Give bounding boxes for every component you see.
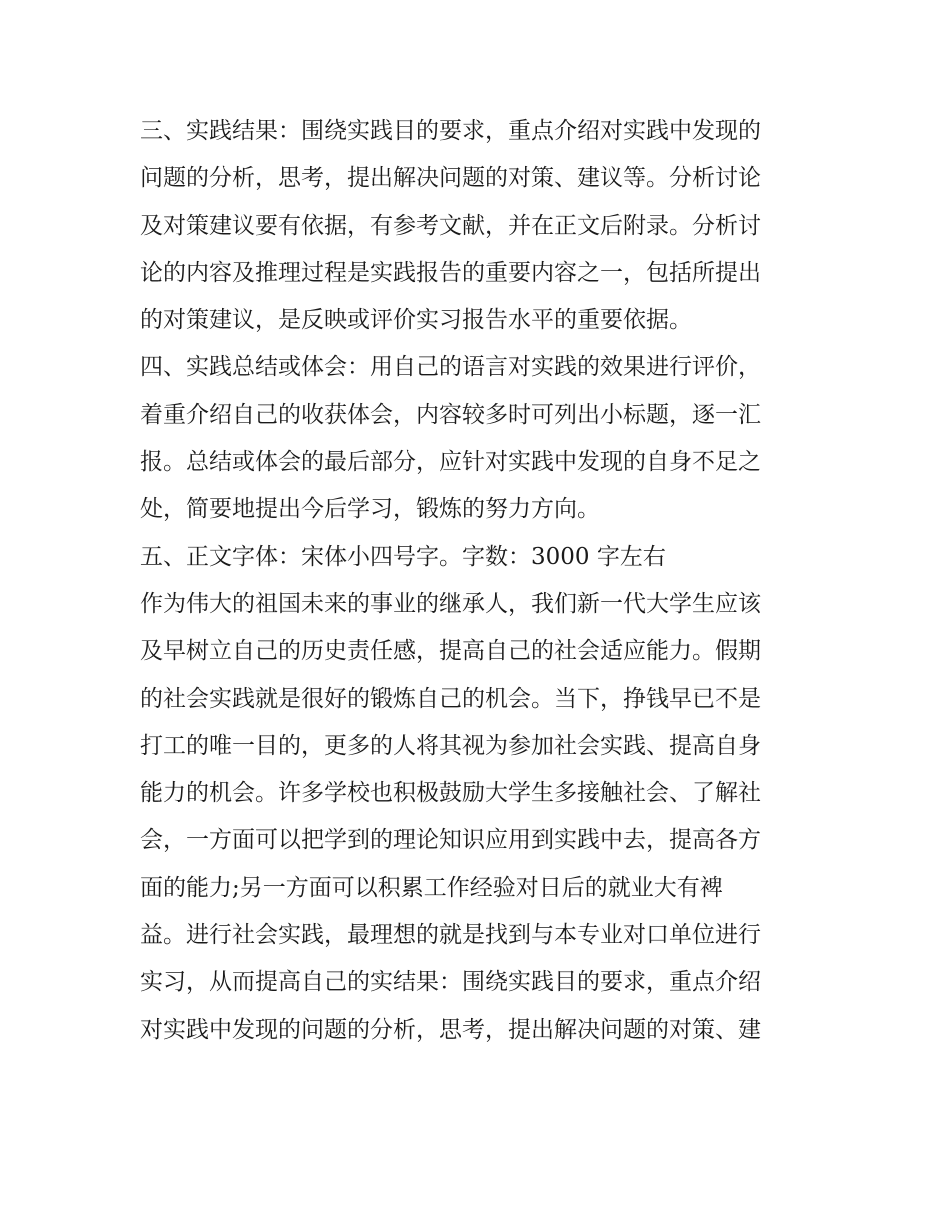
text-line: 实习，从而提高自己的实结果：围绕实践目的要求，重点介绍 [140, 969, 761, 996]
text-line: 打工的唯一目的，更多的人将其视为参加社会实践、提高自身 [140, 732, 761, 759]
text-line: 对实践中发现的问题的分析，思考，提出解决问题的对策、建 [140, 1016, 761, 1043]
body-text [140, 108, 820, 1054]
text-line: 问题的分析，思考，提出解决问题的对策、建议等。分析讨论 [140, 165, 761, 192]
text-line: 能力的机会。许多学校也积极鼓励大学生多接触社会、了解社 [140, 780, 761, 807]
text-line: 及早树立自己的历史责任感，提高自己的社会适应能力。假期 [140, 638, 761, 665]
text-line: 五、正文字体：宋体小四号字。字数：3000 字左右 [140, 543, 666, 570]
text-line: 作为伟大的祖国未来的事业的继承人，我们新一代大学生应该 [140, 590, 761, 617]
text-line: 益。进行社会实践，最理想的就是找到与本专业对口单位进行 [140, 922, 761, 949]
text-line: 的对策建议，是反映或评价实习报告水平的重要依据。 [140, 307, 692, 334]
text-line: 着重介绍自己的收获体会，内容较多时可列出小标题，逐一汇 [140, 401, 761, 428]
text-line: 面的能力;另一方面可以积累工作经验对日后的就业大有裨 [140, 874, 723, 901]
text-line: 的社会实践就是很好的锻炼自己的机会。当下，挣钱早已不是 [140, 685, 761, 712]
text-line: 三、实践结果：围绕实践目的要求，重点介绍对实践中发现的 [140, 118, 761, 144]
text-line: 处，简要地提出今后学习，锻炼的努力方向。 [140, 496, 600, 523]
text-line: 报。总结或体会的最后部分，应针对实践中发现的自身不足之 [140, 449, 761, 476]
text-line: 会，一方面可以把学到的理论知识应用到实践中去，提高各方 [140, 827, 761, 854]
text-line: 论的内容及推理过程是实践报告的重要内容之一，包括所提出 [140, 259, 761, 286]
text-line: 及对策建议要有依据，有参考文献，并在正文后附录。分析讨 [140, 212, 761, 239]
text-line: 四、实践总结或体会：用自己的语言对实践的效果进行评价， [140, 354, 761, 381]
